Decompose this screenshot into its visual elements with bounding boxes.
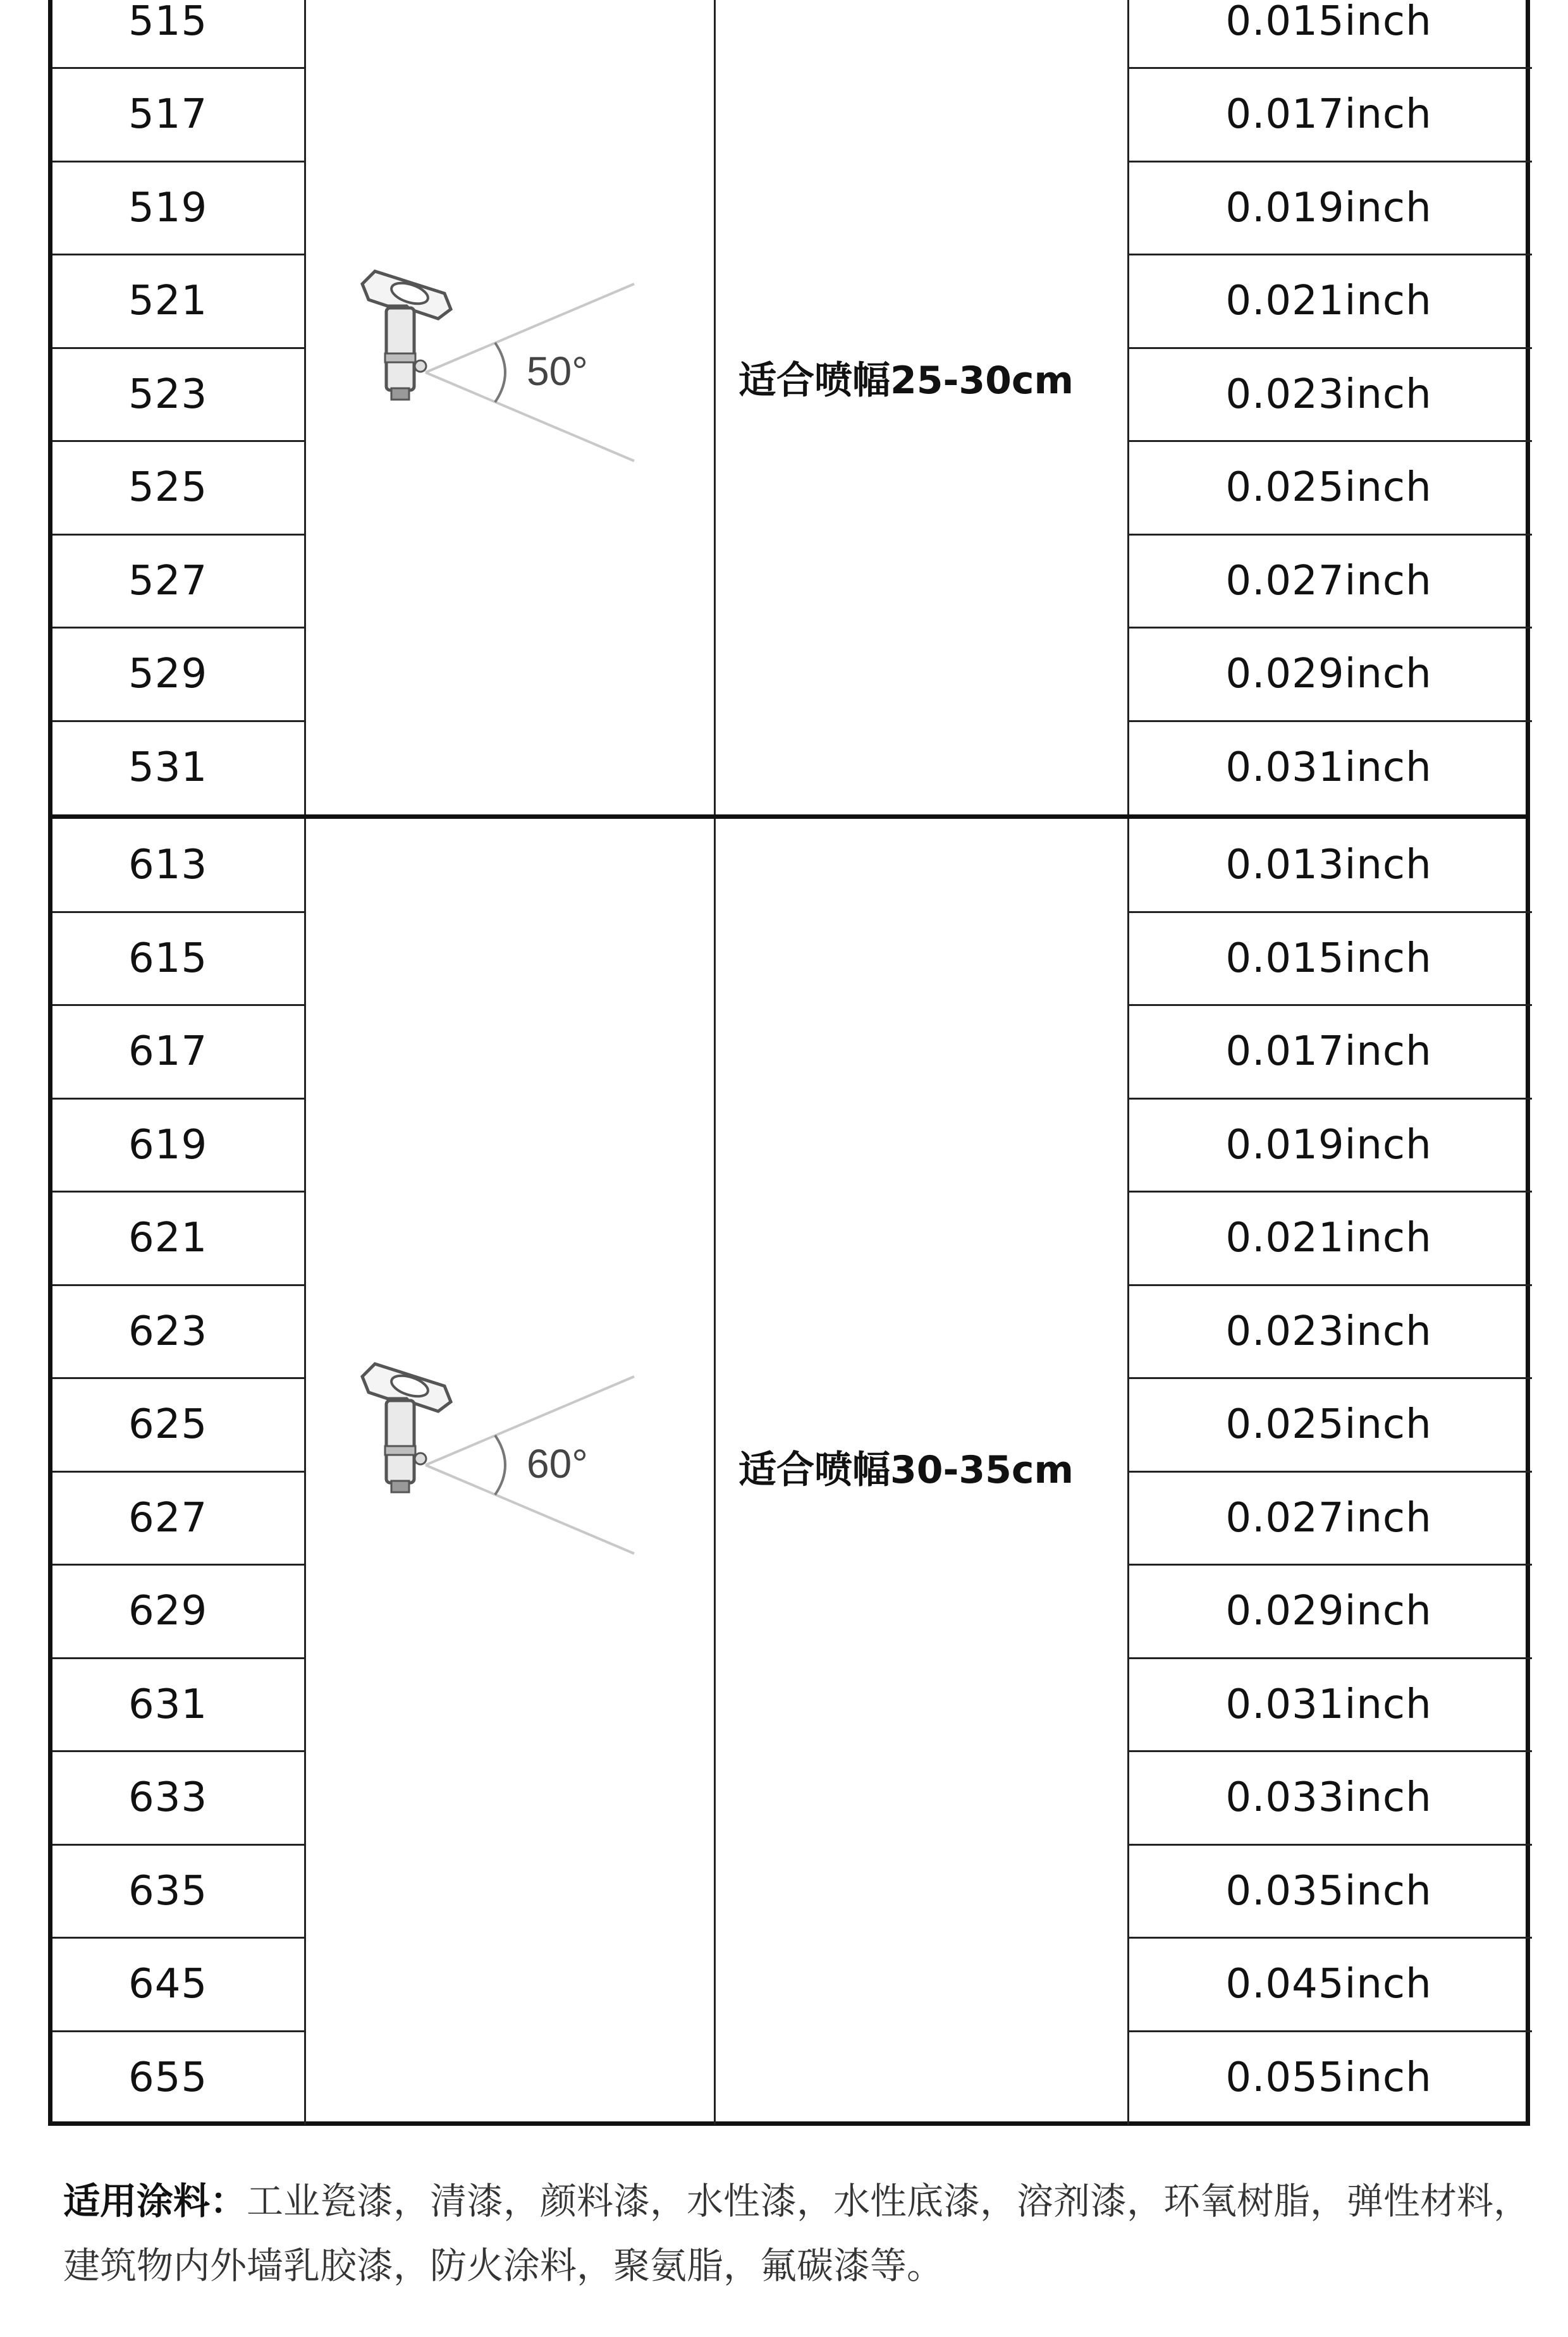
orifice-size-cell: 0.029inch (1225, 1588, 1432, 1635)
spray-angle-label: 50° (527, 348, 588, 394)
tip-code-cell: 645 (128, 1961, 208, 2008)
tip-code-cell: 515 (128, 0, 208, 45)
tip-code-cell: 523 (128, 371, 208, 418)
spray-tip-figure (350, 1351, 704, 1579)
applicable-coatings-label: 适用涂料： (63, 2180, 247, 2223)
tip-code-cell: 517 (128, 91, 208, 138)
orifice-size-cell: 0.027inch (1225, 557, 1432, 604)
column-divider (304, 0, 306, 814)
orifice-size-cell: 0.031inch (1225, 744, 1432, 791)
applicable-coatings-text: 工业瓷漆，清漆，颜料漆，水性漆，水性底漆，溶剂漆，环氧树脂，弹性材料，建筑物内外墙乳胶漆，防火涂料，聚氨脂，氟碳漆等。 (63, 2180, 1531, 2287)
tip-code-cell: 617 (128, 1028, 208, 1076)
tip-code-cell: 531 (128, 744, 208, 791)
orifice-size-cell: 0.055inch (1225, 2054, 1432, 2101)
tip-code-cell: 625 (128, 1401, 208, 1449)
tip-code-cell: 631 (128, 1681, 208, 1728)
orifice-size-cell: 0.023inch (1225, 1308, 1432, 1355)
tip-code-cell: 629 (128, 1588, 208, 1635)
tip-code-cell: 521 (128, 278, 208, 325)
spray-tip-table (48, 0, 1530, 2126)
orifice-size-cell: 0.015inch (1225, 935, 1432, 982)
tip-code-cell: 613 (128, 842, 208, 889)
orifice-size-cell: 0.013inch (1225, 842, 1432, 889)
orifice-size-cell: 0.025inch (1225, 464, 1432, 512)
orifice-size-cell: 0.045inch (1225, 1961, 1432, 2008)
spray-width-text: 适合喷幅30-35cm (738, 1448, 1074, 1492)
spray-tip-angle-figure (350, 1351, 704, 1579)
group-divider (48, 814, 1530, 819)
tip-code-cell: 519 (128, 184, 208, 231)
applicable-coatings-note (63, 2169, 1536, 2298)
spray-width-text: 适合喷幅25-30cm (738, 358, 1074, 403)
tip-code-cell: 529 (128, 651, 208, 698)
orifice-size-cell: 0.035inch (1225, 1867, 1432, 1915)
orifice-size-cell: 0.015inch (1225, 0, 1432, 45)
orifice-size-cell: 0.019inch (1225, 1121, 1432, 1168)
orifice-size-cell: 0.025inch (1225, 1401, 1432, 1449)
tip-code-cell: 623 (128, 1308, 208, 1355)
tip-code-cell: 633 (128, 1774, 208, 1822)
column-divider (714, 0, 716, 814)
tip-code-cell: 619 (128, 1121, 208, 1168)
tip-code-cell: 525 (128, 464, 208, 512)
orifice-size-cell: 0.033inch (1225, 1774, 1432, 1822)
orifice-size-cell: 0.031inch (1225, 1681, 1432, 1728)
spray-angle-label: 60° (527, 1441, 588, 1487)
orifice-size-cell: 0.027inch (1225, 1494, 1432, 1542)
orifice-size-cell: 0.021inch (1225, 1215, 1432, 1262)
spray-tip-icon (362, 1364, 451, 1492)
tip-code-cell: 527 (128, 557, 208, 604)
spray-tip-angle-figure (350, 259, 704, 486)
spray-tip-figure (350, 259, 704, 486)
orifice-size-cell: 0.017inch (1225, 91, 1432, 138)
orifice-size-cell: 0.017inch (1225, 1028, 1432, 1076)
tip-code-cell: 615 (128, 935, 208, 982)
orifice-size-cell: 0.023inch (1225, 371, 1432, 418)
spray-tip-icon (362, 271, 451, 400)
spray-tip-group-2 (52, 819, 1526, 2125)
orifice-size-cell: 0.029inch (1225, 651, 1432, 698)
spray-tip-group-1 (52, 0, 1526, 814)
tip-code-cell: 655 (128, 2054, 208, 2101)
orifice-size-cell: 0.021inch (1225, 278, 1432, 325)
tip-code-cell: 621 (128, 1215, 208, 1262)
tip-code-cell: 635 (128, 1867, 208, 1915)
orifice-size-cell: 0.019inch (1225, 184, 1432, 231)
tip-code-cell: 627 (128, 1494, 208, 1542)
